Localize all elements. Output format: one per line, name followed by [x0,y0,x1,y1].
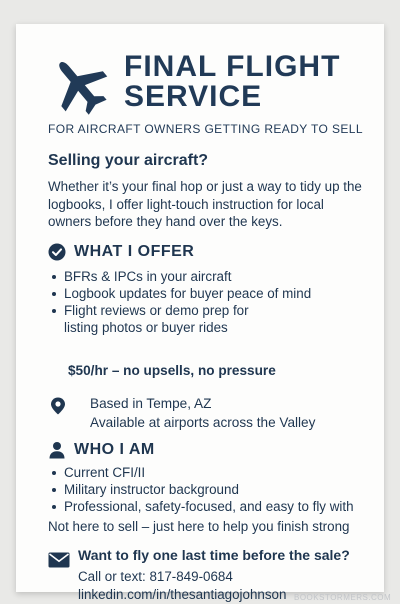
offer-list [48,268,378,336]
linkedin-link[interactable]: linkedin.com/in/thesantiagojohnson [78,587,287,602]
list-item: BFRs & IPCs in your aircraft [48,268,378,285]
list-item: Current CFI/II [48,464,378,481]
about-list [48,464,378,515]
list-item: Flight reviews or demo prep for listing photos or buyer rides [48,302,274,336]
list-item: Military instructor background [48,481,378,498]
check-circle-icon [48,243,66,261]
location-coverage: Available at airports across the Valley [90,414,316,430]
tagline: FOR AIRCRAFT OWNERS GETTING READY TO SELL [48,122,363,136]
intro-heading: Selling your aircraft? [48,152,209,169]
price-text: $50/hr – no upsells, no pressure [68,363,276,378]
airplane-icon [48,54,110,116]
contact-details [78,568,286,604]
offer-heading: WHAT I OFFER [74,243,195,260]
watermark: BOOKSTORMERS.COM [294,593,392,602]
envelope-icon [48,552,70,568]
closing-line: Not here to sell – just here to help you finish strong [48,519,350,534]
contact-question: Want to fly one last time before the sale? [78,547,350,563]
flyer-card [16,24,392,602]
list-item: Logbook updates for buyer peace of mind [48,285,378,302]
person-icon [48,441,66,459]
location-city: Based in Tempe, AZ [90,396,212,411]
phone-line[interactable]: Call or text: 817-849-0684 [78,569,233,584]
offer-section-heading [48,243,194,261]
list-item: Professional, safety-focused, and easy to fly with [48,498,378,515]
location-text [90,395,315,432]
header [48,52,368,112]
about-heading: WHO I AM [74,441,155,458]
about-section-heading [48,441,155,459]
map-pin-icon [50,397,66,415]
intro-text: Whether it’s your final hop or just a way to tidy up the logbooks, I offer light-touch instruction for local owners before they hand over the keys. [48,179,362,229]
page-title: FINAL FLIGHT SERVICE [124,50,341,113]
